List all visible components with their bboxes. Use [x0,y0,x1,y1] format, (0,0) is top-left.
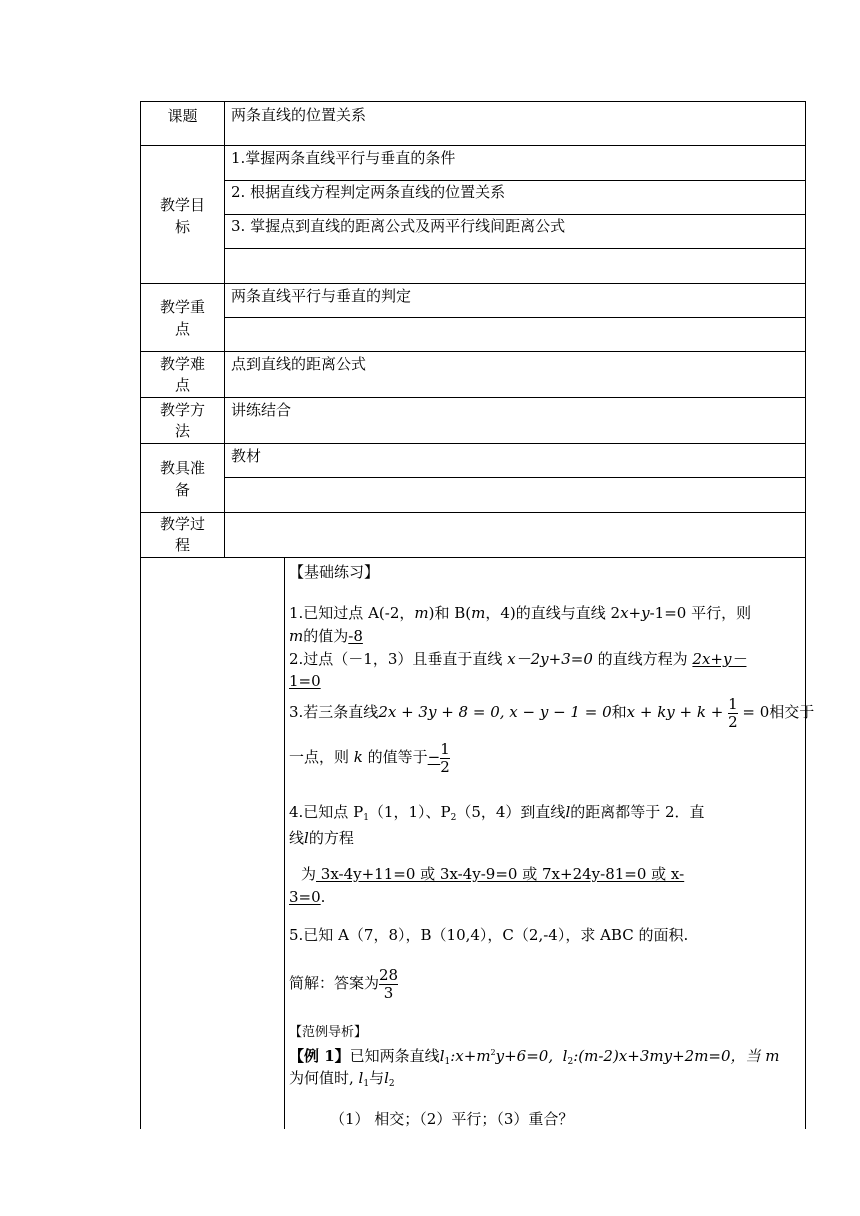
label-goal: 教学目 标 [159,196,205,236]
tools-content: 教材 [231,447,262,465]
topic-content: 两条直线的位置关系 [231,106,367,124]
label-method: 教学方 法 [159,401,205,440]
question-2-line-2 [289,672,321,690]
label-tools: 教具准 备 [159,459,205,499]
question-4-line-1: 4.已知点 $P_1(1$，1）、$P_2(5$，4）到直线l的距离都等于 2．直 [289,803,705,823]
example-1-label: 【例 1】 [289,1047,350,1065]
goal-item-3: 3. 掌握点到直线的距离公式及两平行线间距离公式 [231,217,566,235]
basic-practice-heading: 【基础练习】 [289,563,380,581]
question-1-line-2: m的值为-8 [289,627,363,645]
goal-item-2: 2. 根据直线方程判定两条直线的位置关系 [231,183,506,201]
question-5: 5.已知 A（7，8），B（10,4），C（2,-4），求 ABC 的面积. [289,926,689,944]
question-4-line-3: 为 3x-4y+11=0 或 3x-4y-9=0 或 7x+24y-81=0 或 x- [301,865,685,883]
method-content: 讲练结合 [231,401,292,419]
question-5-solution: 简解：答案为 $\frac{28}{3}$ [289,965,399,1002]
question-4-line-4: 3=0. [289,888,326,906]
question-1-answer: -8 [348,627,363,645]
example-1-line-1: 【例 1】已知两条直线$l_1:x+m^2y+6=0$, $l_2:(m-2)x+3my+2m=0$，当 m [289,1047,780,1067]
goal-item-1: 1.掌握两条直线平行与垂直的条件 [231,149,456,167]
question-3-answer: − $\frac{1}{2}$ [427,739,450,776]
question-3-line-1: 3.若三条直线2x + 3y + 8 = 0, x − y − 1 = 0和x + ky + k + $\frac{1}{2}$ = 0相交于 [289,694,815,731]
question-2-answer-b: 1=0 [289,672,321,690]
label-difficulty: 教学难 点 [159,355,205,394]
example-1-line-2: 为何值时, $l_1$与$l_2$ [289,1069,395,1089]
label-topic: 课题 [167,107,198,125]
question-4-answer-a: 3x-4y+11=0 或 3x-4y-9=0 或 7x+24y-81=0 或 x- [316,865,685,883]
difficulty-content: 点到直线的距离公式 [231,355,367,373]
example-1-line-3: （1） 相交；（2）平行；（3）重合？ [330,1110,574,1128]
label-process: 教学过 程 [159,515,205,554]
example-heading: 【范例导析】 [289,1025,368,1040]
question-1-line-1: 1.已知过点 A(-2，m)和 B(m，4)的直线与直线 2x+y-1=0 平行，则 [289,604,752,622]
question-4-line-2: 线l的方程 [289,829,354,847]
question-2-answer-a: 2x+y－ [692,650,747,668]
focus-content: 两条直线平行与垂直的判定 [231,287,412,305]
question-4-answer-b: 3=0 [289,888,321,906]
question-3-line-2: 一点，则 k 的值等于− $\frac{1}{2}$ [289,739,450,776]
label-focus: 教学重 点 [159,298,205,338]
question-2-line-1: 2.过点（－1，3）且垂直于直线 x－2y+3=0 的直线方程为 2x+y－ [289,650,747,668]
